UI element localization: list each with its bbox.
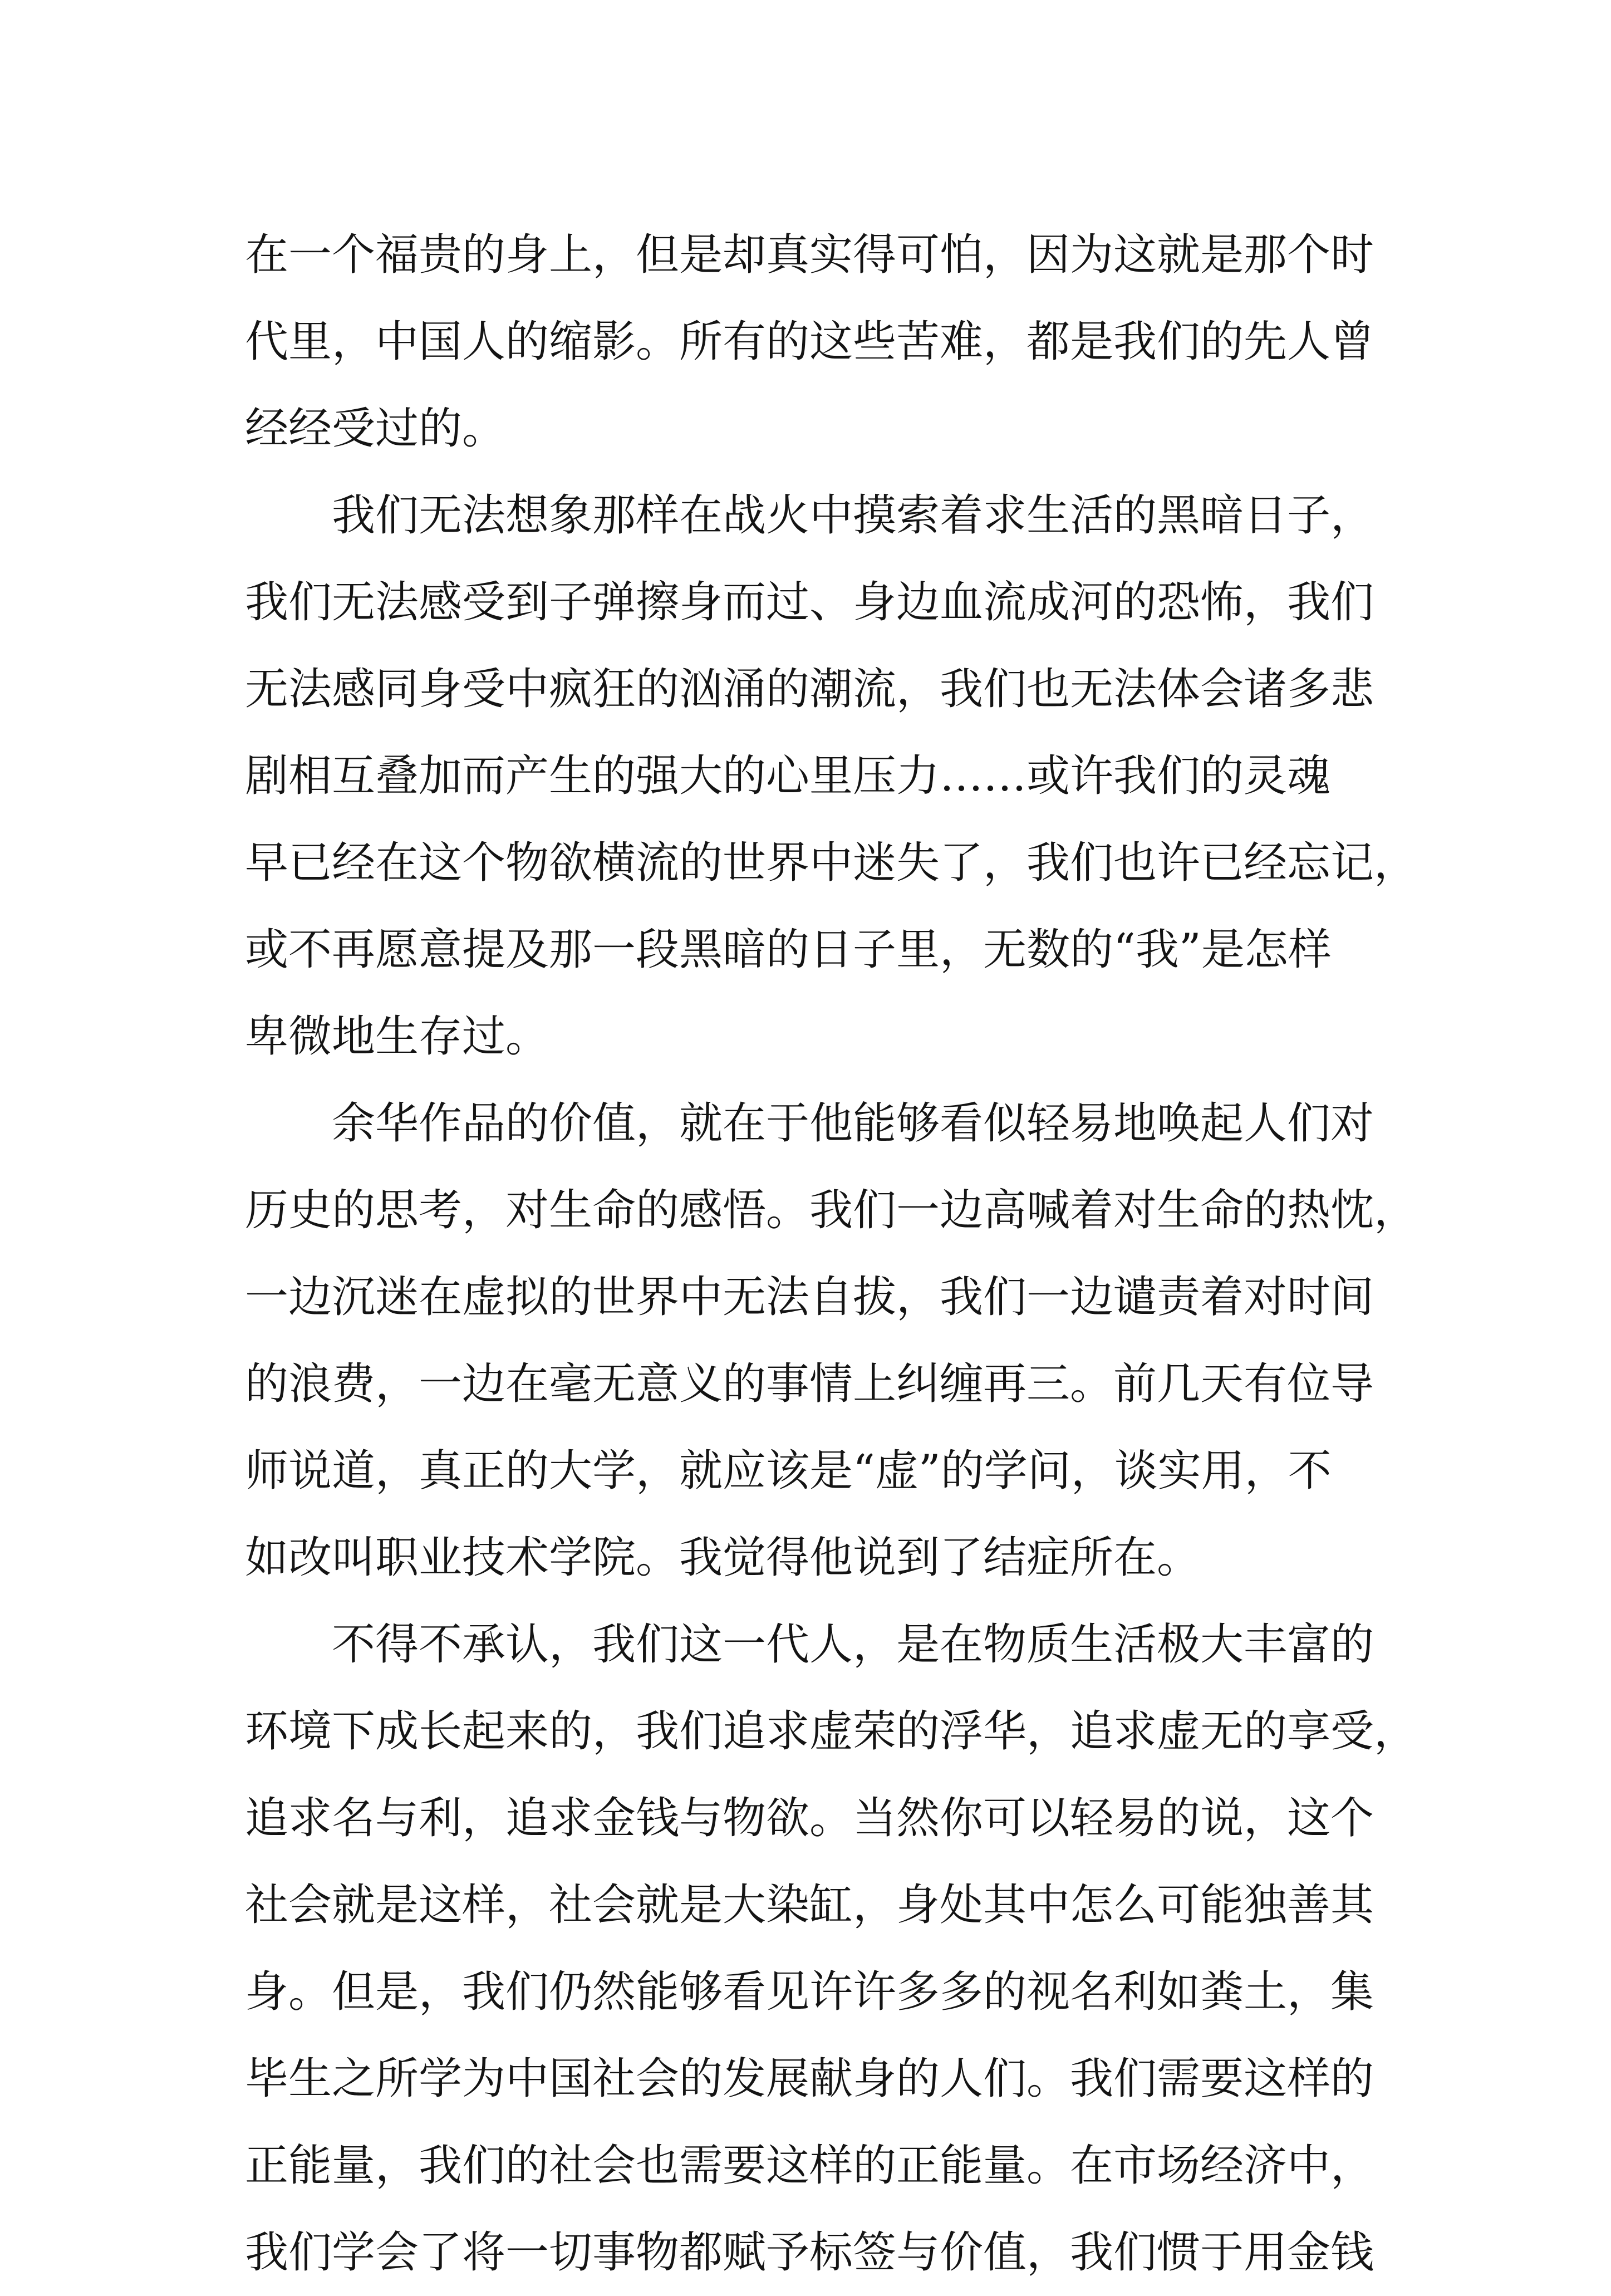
- text-line: 我们无法感受到子弹擦身而过、身边血流成河的恐怖，我们: [245, 577, 1374, 627]
- text-line: 社会就是这样，社会就是大染缸，身处其中怎么可能独善其: [245, 1880, 1374, 1930]
- text-line: 经经受过的。: [245, 404, 506, 454]
- text-line: 如改叫职业技术学院。我觉得他说到了结症所在。: [245, 1533, 1201, 1583]
- text-line: 余华作品的价值，就在于他能够看似轻易地唤起人们对: [245, 1098, 1374, 1149]
- text-line: 一边沉迷在虚拟的世界中无法自拔，我们一边谴责着对时间: [245, 1272, 1374, 1322]
- text-line: 或不再愿意提及那一段黑暗的日子里，无数的“我”是怎样: [245, 925, 1332, 975]
- text-line: 身。但是，我们仍然能够看见许许多多的视名利如粪土，集: [245, 1967, 1374, 2017]
- text-line: 剧相互叠加而产生的强大的心里压力……或许我们的灵魂: [245, 751, 1331, 801]
- text-line: 毕生之所学为中国社会的发展献身的人们。我们需要这样的: [245, 2054, 1374, 2104]
- text-line: 历史的思考，对生命的感悟。我们一边高喊着对生命的热忱，: [245, 1185, 1418, 1235]
- text-line: 无法感同身受中疯狂的汹涌的潮流，我们也无法体会诸多悲: [245, 664, 1374, 714]
- text-line: 正能量，我们的社会也需要这样的正能量。在市场经济中，: [245, 2141, 1374, 2191]
- text-line: 在一个福贵的身上，但是却真实得可怕，因为这就是那个时: [245, 230, 1374, 280]
- text-line: 代里，中国人的缩影。所有的这些苦难，都是我们的先人曾: [245, 317, 1374, 367]
- body-text: [245, 212, 1418, 2296]
- text-line: 的浪费，一边在毫无意义的事情上纠缠再三。前几天有位导: [245, 1359, 1374, 1409]
- text-line: 我们学会了将一切事物都赋予标签与价值，我们惯于用金钱: [245, 2228, 1374, 2278]
- text-line: 卑微地生存过。: [245, 1012, 549, 1062]
- text-line: 不得不承认，我们这一代人，是在物质生活极大丰富的: [245, 1620, 1374, 1670]
- text-line: 早已经在这个物欲横流的世界中迷失了，我们也许已经忘记，: [245, 838, 1418, 888]
- text-line: 师说道，真正的大学，就应该是“虚”的学问，谈实用，不: [245, 1446, 1332, 1496]
- text-line: 我们无法想象那样在战火中摸索着求生活的黑暗日子，: [245, 490, 1374, 541]
- text-line: 环境下成长起来的，我们追求虚荣的浮华，追求虚无的享受，: [245, 1706, 1418, 1757]
- text-line: 追求名与利，追求金钱与物欲。当然你可以轻易的说，这个: [245, 1793, 1374, 1843]
